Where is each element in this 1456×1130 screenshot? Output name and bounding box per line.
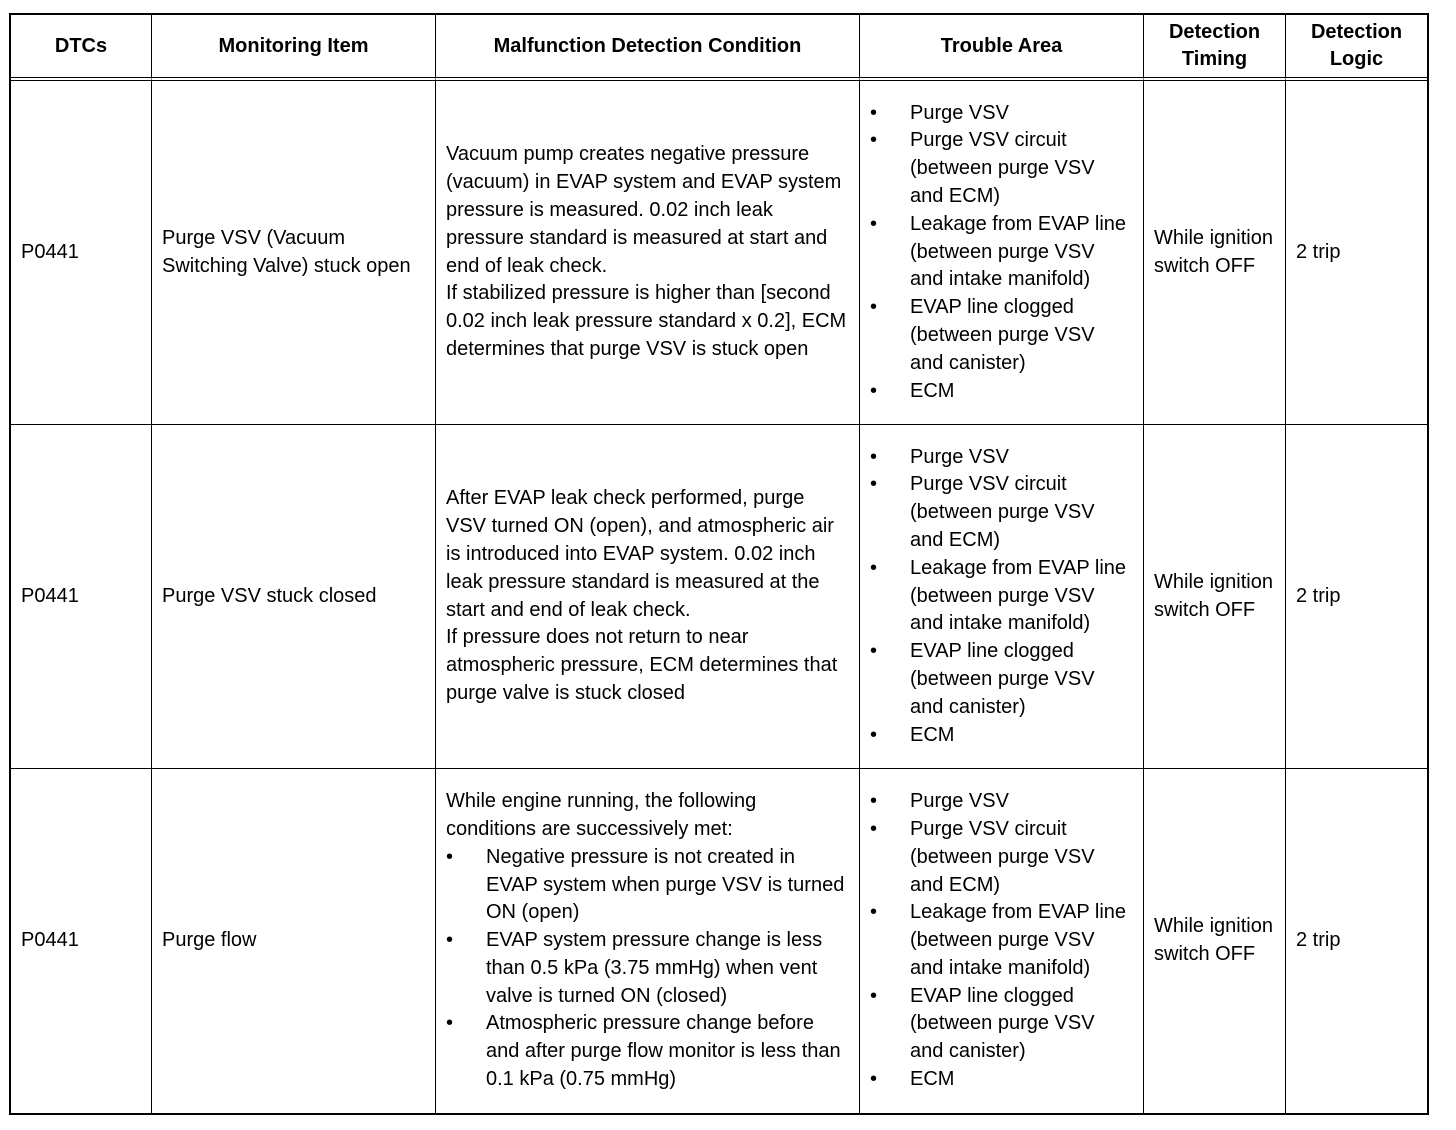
trouble-area-item [870,100,1133,128]
bullet-glyph: • [870,212,878,235]
bullet-glyph: • [870,556,878,579]
table-header [11,15,1427,81]
bullet-glyph: • [870,901,878,924]
trouble-area-item-text: ECM [910,1068,955,1091]
condition-bullet-list [446,844,849,1094]
trouble-area-item [870,722,1133,750]
trouble-area-item-text: EVAP line clogged (between purge VSV and canister) [910,984,1095,1063]
trouble-area-item-text: EVAP line clogged (between purge VSV and canister) [910,296,1095,374]
trouble-area-item [870,899,1133,982]
trouble-area-item-text: ECM [910,379,955,402]
trouble-area-item [870,444,1133,472]
header-row [11,15,1427,81]
table-row [11,769,1427,1113]
malfunction-condition [436,769,860,1113]
trouble-area-item [870,788,1133,816]
condition-bullet-text: EVAP system pressure change is less than 0.5 kPa (3.75 mmHg) when vent valve is turned ON (closed) [486,929,823,1007]
monitoring-item: Purge VSV (Vacuum Switching Valve) stuck open [152,81,436,425]
detection-timing: While ignition switch OFF [1144,769,1286,1113]
trouble-area-item [870,816,1133,899]
condition-intro: While engine running, the following conditions are successively met: [446,790,757,840]
bullet-glyph: • [870,723,878,746]
condition-bullet [446,1010,849,1093]
bullet-glyph: • [870,101,878,124]
detection-timing: While ignition switch OFF [1144,81,1286,425]
trouble-area-item [870,983,1133,1066]
monitoring-item: Purge VSV stuck closed [152,425,436,769]
bullet-glyph: • [870,817,878,840]
trouble-area-item-list [870,444,1133,750]
header-dtcs: DTCs [11,15,152,81]
trouble-area [860,769,1144,1113]
trouble-area-item [870,638,1133,721]
trouble-area-item [870,127,1133,210]
bullet-glyph: • [870,379,878,402]
detection-timing: While ignition switch OFF [1144,425,1286,769]
trouble-area-item-text: Purge VSV [910,790,1009,813]
table-row [11,425,1427,769]
condition-paragraph: If pressure does not return to near atmospheric pressure, ECM determines that purge valve is stuck closed [446,626,838,704]
trouble-area-item-text: Purge VSV [910,101,1009,124]
trouble-area-item-text: Leakage from EVAP line (between purge VSV and intake manifold) [910,901,1127,979]
trouble-area-item [870,1066,1133,1094]
dtc-table [9,13,1429,1115]
detection-logic: 2 trip [1296,929,1341,952]
trouble-area-item [870,555,1133,638]
condition-paragraph: If stabilized pressure is higher than [second 0.02 inch leak pressure standard x 0.2], ECM determines that purge VSV is stuck open [446,282,847,360]
dtc-code: P0441 [11,425,152,769]
condition-bullet [446,844,849,927]
header-detection-logic: Detection Logic [1286,15,1427,81]
bullet-glyph: • [446,929,454,952]
bullet-glyph: • [870,1068,878,1091]
header-malfunction-condition: Malfunction Detection Condition [436,15,860,81]
trouble-area-item-list [870,100,1133,406]
condition-paragraph: Vacuum pump creates negative pressure (vacuum) in EVAP system and EVAP system pressure is measured. 0.02 inch leak pressure standard is measured at start and end of leak check. [446,143,842,277]
bullet-glyph: • [870,790,878,813]
dtc-code: P0441 [11,81,152,425]
trouble-area [860,425,1144,769]
bullet-glyph: • [446,1012,454,1035]
trouble-area-item-text: Purge VSV circuit (between purge VSV and ECM) [910,473,1095,551]
table-row [11,81,1427,425]
bullet-glyph: • [870,445,878,468]
malfunction-condition [436,81,860,425]
trouble-area-item-text: Purge VSV [910,445,1009,468]
condition-bullet-text: Negative pressure is not created in EVAP system when purge VSV is turned ON (open) [486,845,845,924]
trouble-area-item-text: Leakage from EVAP line (between purge VSV and intake manifold) [910,556,1127,635]
condition-paragraph: After EVAP leak check performed, purge VSV turned ON (open), and atmospheric air is introduced into EVAP system. 0.02 inch leak pressure standard is measured at the start and end of leak check. [446,487,834,621]
bullet-glyph: • [870,984,878,1007]
trouble-area-item [870,294,1133,377]
header-monitoring-item: Monitoring Item [152,15,436,81]
trouble-area-item-text: EVAP line clogged (between purge VSV and canister) [910,640,1095,718]
bullet-glyph: • [870,473,878,496]
malfunction-condition [436,425,860,769]
header-trouble-area: Trouble Area [860,15,1144,81]
trouble-area-item-text: Leakage from EVAP line (between purge VSV and intake manifold) [910,212,1127,291]
detection-logic: 2 trip [1286,81,1427,425]
bullet-glyph: • [870,640,878,663]
monitoring-item: Purge flow [152,769,436,1113]
bullet-glyph: • [870,129,878,152]
trouble-area-item-text: ECM [910,723,955,746]
bullet-glyph: • [870,296,878,319]
trouble-area-item-list [870,788,1133,1094]
dtc-code: P0441 [11,769,152,1113]
condition-bullet-text: Atmospheric pressure change before and after purge flow monitor is less than 0.1 kPa (0.75 mmHg) [486,1012,841,1091]
trouble-area [860,81,1144,425]
detection-logic: 2 trip [1286,425,1427,769]
trouble-area-item-text: Purge VSV circuit (between purge VSV and ECM) [910,817,1095,896]
bullet-glyph: • [446,845,454,868]
table-body [11,81,1427,1113]
header-detection-timing: Detection Timing [1144,15,1286,81]
trouble-area-item [870,211,1133,294]
trouble-area-item [870,471,1133,554]
condition-bullet [446,927,849,1010]
trouble-area-item [870,378,1133,406]
trouble-area-item-text: Purge VSV circuit (between purge VSV and ECM) [910,129,1095,207]
